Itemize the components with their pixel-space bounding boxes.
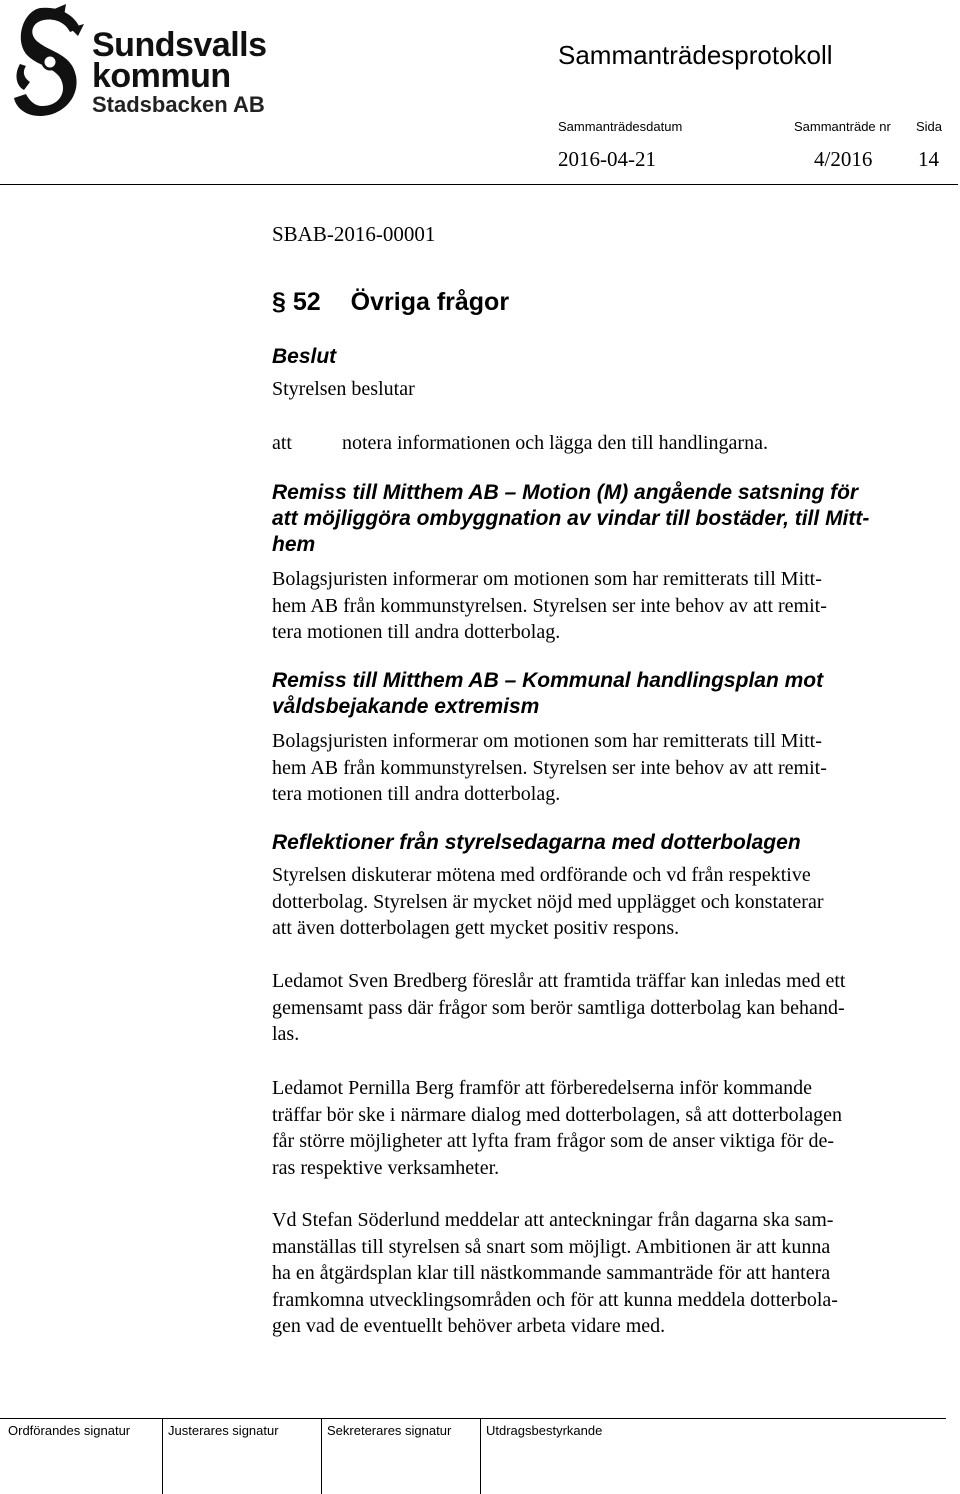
logo-line-2: kommun — [92, 57, 231, 95]
section-1-body — [272, 566, 932, 646]
footer-separator — [321, 1419, 322, 1494]
section-2-heading — [272, 668, 932, 720]
section-3-heading — [272, 830, 932, 856]
meeting-date-label: Sammanträdesdatum — [558, 119, 683, 134]
chair-signature-label: Ordförandes signatur — [8, 1423, 131, 1438]
case-number: SBAB-2016-00001 — [272, 222, 436, 246]
decision-att-text: notera informationen och lägga den till handlingarna. — [342, 432, 768, 454]
adjuster-signature-label: Justerares signatur — [168, 1423, 279, 1438]
section-2-body-line: tera motionen till andra dotterbolag. — [272, 783, 561, 805]
section-1-heading-line: att möjliggöra ombyggnation av vindar till bostäder, till Mitt- — [272, 507, 870, 530]
decision-att-label: att — [272, 432, 292, 454]
section-2-heading-line: Remiss till Mitthem AB – Kommunal handlingsplan mot — [272, 669, 824, 692]
section-2-body — [272, 728, 932, 808]
footer-separator — [480, 1419, 481, 1494]
paragraph-title: Övriga frågor — [350, 288, 510, 316]
paragraph-line: manställas till styrelsen så snart som möjligt. Ambitionen är att kunna — [272, 1235, 831, 1258]
paragraph-line: framkomna utvecklingsområden och för att kunna meddela dotterbola- — [272, 1288, 838, 1311]
paragraph-berg — [272, 1075, 932, 1181]
paragraph-line: ras respektive verksamheter. — [272, 1156, 500, 1179]
paragraph-number: § 52 — [272, 288, 321, 316]
paragraph-heading — [272, 288, 509, 317]
logo-line-1: Sundsvalls — [92, 26, 267, 64]
paragraph-line: Ledamot Pernilla Berg framför att förberedelserna inför kommande — [272, 1077, 812, 1099]
meeting-number-value: 4/2016 — [814, 147, 873, 171]
logo-wordmark — [92, 26, 267, 118]
paragraph-line: Ledamot Sven Bredberg föreslår att framtida träffar kan inledas med ett — [272, 970, 846, 992]
logo-line-3: Stadsbacken AB — [92, 92, 265, 117]
section-3-body-line: Styrelsen diskuterar mötena med ordförande och vd från respektive — [272, 864, 811, 886]
paragraph-line: Vd Stefan Söderlund meddelar att anteckningar från dagarna ska sam- — [272, 1209, 834, 1231]
footer-divider — [0, 1418, 946, 1419]
extract-certifier-label: Utdragsbestyrkande — [486, 1423, 603, 1438]
section-2-body-line: Bolagsjuristen informerar om motionen som har remitterats till Mitt- — [272, 730, 822, 752]
decision-heading: Beslut — [272, 345, 337, 368]
section-1-heading-line: Remiss till Mitthem AB – Motion (M) angående satsning för — [272, 481, 859, 504]
paragraph-bredberg — [272, 968, 932, 1048]
section-3-body-line: att även dotterbolagen gett mycket positiv respons. — [272, 917, 680, 939]
section-3-body — [272, 862, 932, 942]
paragraph-line: får större möjligheter att lyfta fram frågor som de anser viktiga för de- — [272, 1130, 835, 1152]
paragraph-line: träffar bör ske i närmare dialog med dotterbolagen, så att dotterbolagen — [272, 1103, 842, 1126]
section-3-body-line: dotterbolag. Styrelsen är mycket nöjd med upplägget och konstaterar — [272, 890, 824, 913]
decision-intro: Styrelsen beslutar — [272, 378, 415, 400]
header-divider — [0, 184, 958, 185]
section-1-heading-line: hem — [272, 533, 316, 556]
secretary-signature-label: Sekreterares signatur — [327, 1423, 452, 1438]
footer-separator — [162, 1419, 163, 1494]
section-1-body-line: Bolagsjuristen informerar om motionen som har remitterats till Mitt- — [272, 568, 822, 590]
section-1-body-line: tera motionen till andra dotterbolag. — [272, 621, 561, 643]
page-number-value: 14 — [918, 147, 939, 171]
paragraph-line: gemensamt pass där frågor som berör samtliga dotterbolag kan behand- — [272, 996, 845, 1019]
section-2-body-line: hem AB från kommunstyrelsen. Styrelsen ser inte behov av att remit- — [272, 756, 827, 779]
meeting-number-label: Sammanträde nr — [794, 119, 891, 134]
paragraph-soderlund — [272, 1207, 932, 1340]
paragraph-line: gen vad de eventuellt behöver arbeta vidare med. — [272, 1315, 666, 1337]
section-2-heading-line: våldsbejakande extremism — [272, 695, 540, 718]
section-3-heading-line: Reflektioner från styrelsedagarna med dotterbolagen — [272, 831, 801, 854]
section-1-heading — [272, 480, 932, 558]
meeting-date-value: 2016-04-21 — [558, 147, 656, 171]
paragraph-line: las. — [272, 1023, 300, 1045]
section-1-body-line: hem AB från kommunstyrelsen. Styrelsen ser inte behov av att remit- — [272, 594, 827, 617]
page-label: Sida — [916, 119, 943, 134]
document-title: Sammanträdesprotokoll — [558, 40, 833, 70]
paragraph-line: ha en åtgärdsplan klar till nästkommande sammanträde för att hantera — [272, 1262, 831, 1284]
